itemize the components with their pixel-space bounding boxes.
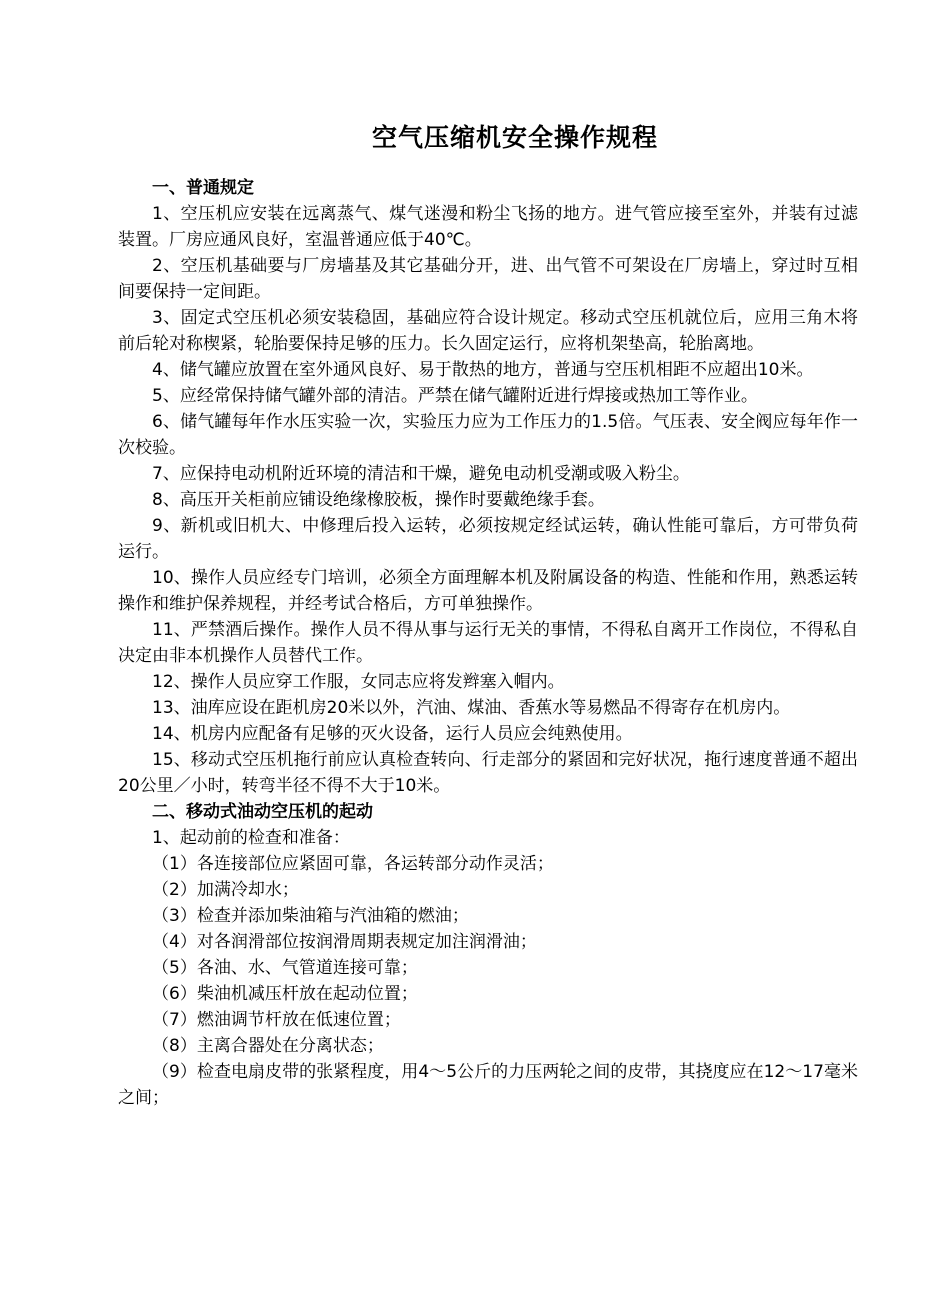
rule-item: 12、操作人员应穿工作服，女同志应将发辫塞入帽内。	[152, 672, 565, 692]
document-title: 空气压缩机安全操作规程	[371, 123, 658, 152]
rule-item: 11、严禁酒后操作。操作人员不得从事与运行无关的事情，不得私自离开工作岗位，不得私自决定由非本机操作人员替代工作。	[118, 620, 858, 666]
check-item: （8）主离合器处在分离状态；	[152, 1036, 384, 1056]
rule-item: 8、高压开关柜前应铺设绝缘橡胶板，操作时要戴绝缘手套。	[152, 490, 605, 510]
rule-item: 13、油库应设在距机房20米以外，汽油、煤油、香蕉水等易燃品不得寄存在机房内。	[152, 698, 791, 718]
rule-item: 3、固定式空压机必须安装稳固，基础应符合设计规定。移动式空压机就位后，应用三角木将前后轮对称楔紧，轮胎要保持足够的压力。长久固定运行，应将机架垫高，轮胎离地。	[118, 308, 858, 354]
rule-item: 1、空压机应安装在远离蒸气、煤气迷漫和粉尘飞扬的地方。进气管应接至室外，并装有过滤装置。厂房应通风良好，室温普通应低于40℃。	[118, 204, 858, 250]
sub-heading: 1、起动前的检查和准备：	[152, 828, 350, 848]
rule-item: 5、应经常保持储气罐外部的清洁。严禁在储气罐附近进行焊接或热加工等作业。	[152, 386, 758, 406]
check-item: （6）柴油机减压杆放在起动位置；	[152, 984, 418, 1004]
section-heading-startup: 二、移动式油动空压机的起动	[152, 802, 373, 822]
check-item: （2）加满冷却水；	[152, 880, 299, 900]
rule-item: 2、空压机基础要与厂房墙基及其它基础分开，进、出气管不可架设在厂房墙上，穿过时互相间要保持一定间距。	[118, 256, 858, 302]
check-item: （4）对各润滑部位按润滑周期表规定加注润滑油；	[152, 932, 537, 952]
check-item: （7）燃油调节杆放在低速位置；	[152, 1010, 401, 1030]
check-item: （5）各油、水、气管道连接可靠；	[152, 958, 418, 978]
document-body	[118, 175, 858, 1111]
section-heading-general: 一、普通规定	[152, 178, 254, 198]
rule-item: 14、机房内应配备有足够的灭火设备，运行人员应会纯熟使用。	[152, 724, 633, 744]
rule-item: 4、储气罐应放置在室外通风良好、易于散热的地方，普通与空压机相距不应超出10米。	[152, 360, 814, 380]
rule-item: 9、新机或旧机大、中修理后投入运转，必须按规定经试运转，确认性能可靠后，方可带负荷运行。	[118, 516, 858, 562]
check-item: （3）检查并添加柴油箱与汽油箱的燃油；	[152, 906, 469, 926]
rule-item: 7、应保持电动机附近环境的清洁和干燥，避免电动机受潮或吸入粉尘。	[152, 464, 690, 484]
rule-item: 10、操作人员应经专门培训，必须全方面理解本机及附属设备的构造、性能和作用，熟悉运转操作和维护保养规程，并经考试合格后，方可单独操作。	[118, 568, 858, 614]
rule-item: 6、储气罐每年作水压实验一次，实验压力应为工作压力的1.5倍。气压表、安全阀应每年作一次校验。	[118, 412, 858, 458]
check-item: （9）检查电扇皮带的张紧程度，用4～5公斤的力压两轮之间的皮带，其挠度应在12～17毫米之间；	[118, 1062, 858, 1108]
check-item: （1）各连接部位应紧固可靠，各运转部分动作灵活；	[152, 854, 554, 874]
rule-item: 15、移动式空压机拖行前应认真检查转向、行走部分的紧固和完好状况，拖行速度普通不超出20公里／小时，转弯半径不得不大于10米。	[118, 750, 858, 796]
